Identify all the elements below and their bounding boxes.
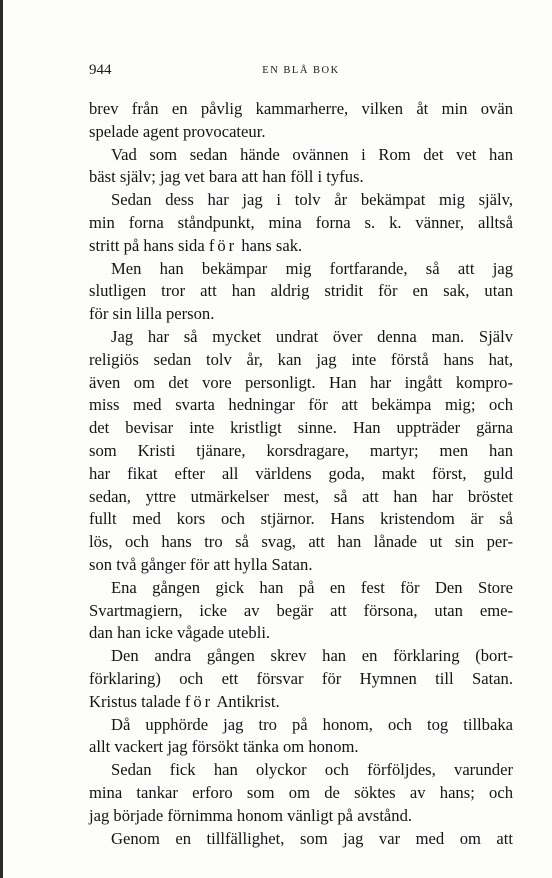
text-line: jag började förnimma honom vänligt på avstånd. xyxy=(89,805,413,825)
text-line: bäst själv; jag vet bara att han föll i tyfus. xyxy=(89,167,364,187)
text-line: mina tankar erforo som om de söktes av hans; och xyxy=(89,782,513,802)
text-line: Genom en tillfällighet, som jag var med om att xyxy=(111,828,513,848)
text-line: Jag har så mycket undrat över denna man. Själv xyxy=(111,326,513,346)
text-line: miss med svarta hedningar för att bekämpa mig; och xyxy=(89,395,513,415)
text-line: även om det vore personligt. Han har ingått kompro- xyxy=(89,372,513,392)
text-line: Men han bekämpar mig fortfarande, så att jag xyxy=(111,258,513,278)
body-text xyxy=(89,98,513,850)
page-edge-shadow xyxy=(0,0,3,878)
text-line xyxy=(89,235,513,258)
text-line: fullt med kors och stjärnor. Hans kristendom är så xyxy=(89,509,513,529)
text-line: Då upphörde jag tro på honom, och tog tillbaka xyxy=(111,714,513,734)
text-line: Ena gången gick han på en fest för Den Store xyxy=(111,577,513,597)
text-span: hans sak. xyxy=(237,235,303,255)
text-line: spelade agent provocateur. xyxy=(89,121,266,141)
text-line: dan han icke vågade utebli. xyxy=(89,623,271,643)
text-line: som Kristi tjänare, korsdragare, martyr; men han xyxy=(89,440,513,460)
text-line: för sin lilla person. xyxy=(89,304,215,324)
text-line: Sedan fick han olyckor och förföljdes, varunder xyxy=(111,760,513,780)
spaced-emphasis: för xyxy=(184,691,214,711)
spaced-emphasis: för xyxy=(208,235,238,255)
text-span: Kristus talade xyxy=(89,691,185,711)
text-line: Vad som sedan hände ovännen i Rom det vet han xyxy=(111,144,513,164)
text-line: brev från en påvlig kammarherre, vilken åt min ovän xyxy=(89,99,513,118)
text-line: slutligen tror att han aldrig stridit för en sak, utan xyxy=(89,281,513,301)
text-line: Svartmagiern, icke av begär att försona, utan eme- xyxy=(89,600,513,620)
text-line: min forna ståndpunkt, mina forna s. k. vänner, alltså xyxy=(89,212,513,232)
text-line: religiös sedan tolv år, kan jag inte förstå hans hat, xyxy=(89,349,513,369)
page-number: 944 xyxy=(89,62,112,78)
text-line: det bevisar inte kristligt sinne. Han uppträder gärna xyxy=(89,418,513,438)
page-header xyxy=(89,62,513,82)
text-line: Den andra gången skrev han en förklaring (bort- xyxy=(111,646,513,666)
text-span: Antikrist. xyxy=(213,691,280,711)
text-line: son två gånger för att hylla Satan. xyxy=(89,554,313,574)
text-span: stritt på hans sida xyxy=(89,235,209,255)
text-line: sedan, yttre utmärkelser mest, så att han har bröstet xyxy=(89,486,513,506)
text-line: Sedan dess har jag i tolv år bekämpat mig själv, xyxy=(111,190,513,210)
text-line: förklaring) och ett försvar för Hymnen till Satan. xyxy=(89,668,513,688)
text-line: har fikat efter all världens goda, makt först, guld xyxy=(89,463,513,483)
running-title: EN BLÅ BOK xyxy=(262,65,340,76)
text-line: lös, och hans tro så svag, att han lånade ut sin per- xyxy=(89,532,513,552)
text-line: allt vackert jag försökt tänka om honom. xyxy=(89,737,359,757)
text-line xyxy=(89,691,513,714)
